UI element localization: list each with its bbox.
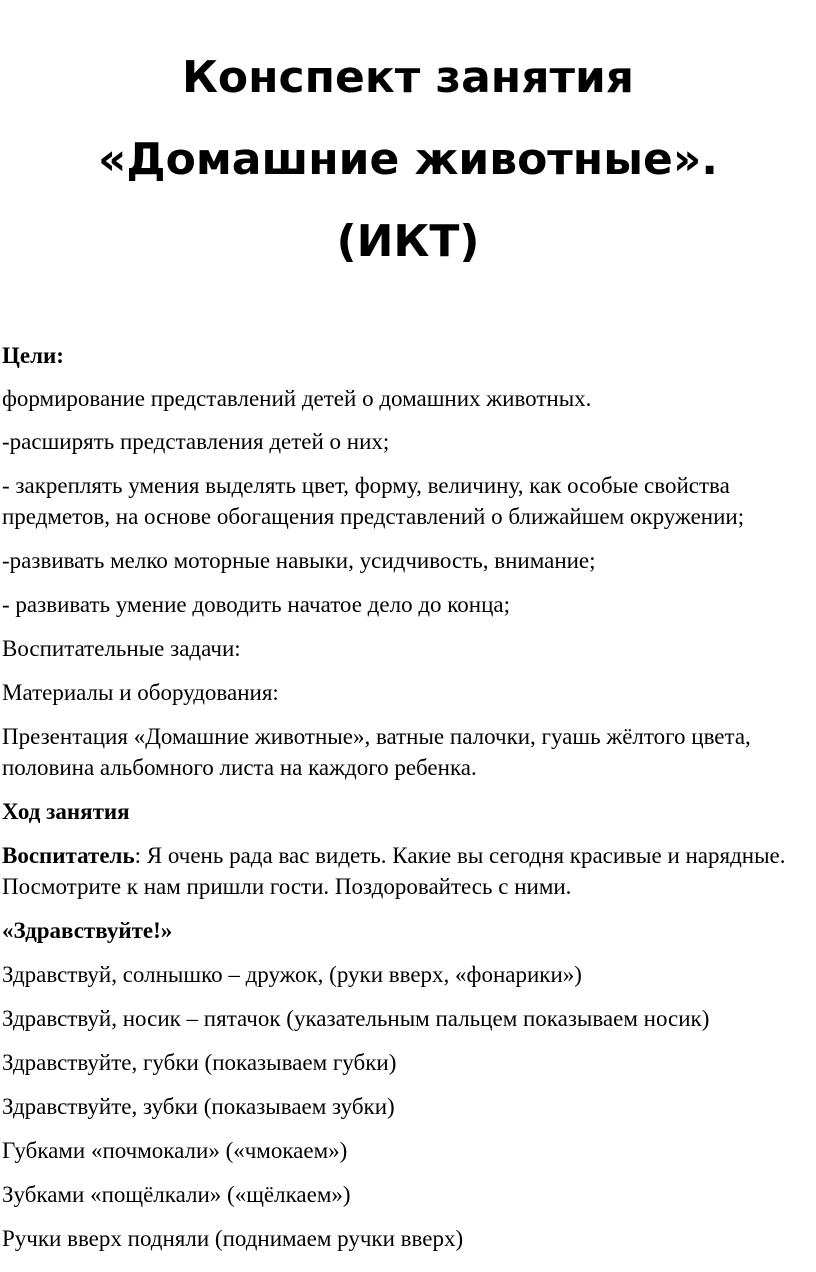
goal-item: -развивать мелко моторные навыки, усидчивость, внимание; [2, 548, 596, 573]
title-line-1: Конспект занятия [181, 52, 635, 103]
poem-line: Зубками «пощёлкали» («щёлкаем») [2, 1182, 351, 1207]
educational-tasks: Воспитательные задачи: [2, 636, 241, 661]
teacher-paragraph [2, 840, 814, 902]
poem-line: Ручки вверх подняли (поднимаем ручки вверх) [2, 1226, 464, 1251]
materials-text: Презентация «Домашние животные», ватные палочки, гуашь жёлтого цвета, половина альбомного листа на каждого ребенка. [2, 724, 751, 780]
greeting-heading: «Здравствуйте!» [2, 918, 173, 943]
poem-line: Здравствуй, носик – пятачок (указательным пальцем показываем носик) [2, 1006, 710, 1031]
teacher-speech: : Я очень рада вас видеть. Какие вы сегодня красивые и нарядные. Посмотрите к нам пришли гости. Поздоровайтесь с ними. [2, 843, 786, 899]
goals-heading: Цели: [2, 343, 64, 368]
title-line-2: «Домашние животные». [98, 134, 718, 185]
poem-line: Здравствуйте, зубки (показываем зубки) [2, 1094, 395, 1119]
title-line-3: (ИКТ) [336, 216, 480, 267]
goal-item: формирование представлений детей о домашних животных. [2, 386, 592, 411]
teacher-label: Воспитатель [2, 843, 135, 868]
goal-item: - закреплять умения выделять цвет, форму, величину, как особые свойства предметов, на основе обогащения представлений о ближайшем окружении; [2, 473, 745, 529]
materials-heading: Материалы и оборудования: [2, 680, 279, 705]
poem-line: Губками «почмокали» («чмокаем») [2, 1138, 348, 1163]
goal-item: -расширять представления детей о них; [2, 429, 390, 454]
lesson-heading: Ход занятия [2, 799, 130, 824]
poem-line: Здравствуйте, губки (показываем губки) [2, 1050, 397, 1075]
poem-line: Здравствуй, солнышко – дружок, (руки вверх, «фонарики») [2, 962, 582, 987]
goal-item: - развивать умение доводить начатое дело до конца; [2, 592, 510, 617]
